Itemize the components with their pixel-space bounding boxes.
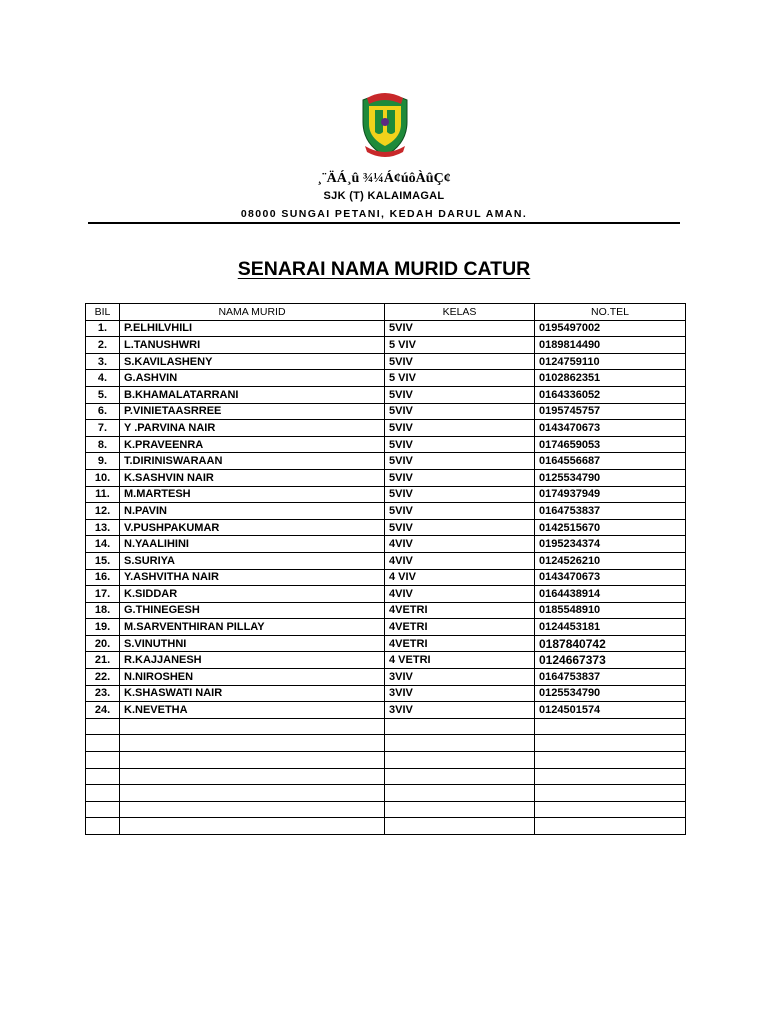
cell-tel: 0174659053	[535, 436, 686, 453]
table-row	[86, 702, 686, 719]
cell-name: P.ELHILVHILI	[120, 320, 385, 337]
table-row	[86, 436, 686, 453]
header-bil: BIL	[86, 304, 120, 321]
empty-cell	[385, 768, 535, 785]
cell-bil: 13.	[86, 519, 120, 536]
table-row	[86, 486, 686, 503]
cell-tel: 0125534790	[535, 469, 686, 486]
cell-bil: 12.	[86, 503, 120, 520]
table-row	[86, 503, 686, 520]
cell-tel: 0189814490	[535, 337, 686, 354]
cell-bil: 11.	[86, 486, 120, 503]
cell-name: G.THINEGESH	[120, 602, 385, 619]
cell-tel: 0195234374	[535, 536, 686, 553]
header-divider	[88, 222, 680, 224]
table-row	[86, 652, 686, 669]
cell-bil: 23.	[86, 685, 120, 702]
cell-tel: 0124667373	[535, 652, 686, 669]
cell-kelas: 5VIV	[385, 453, 535, 470]
empty-cell	[120, 801, 385, 818]
cell-tel: 0143470673	[535, 420, 686, 437]
cell-bil: 15.	[86, 552, 120, 569]
empty-cell	[385, 785, 535, 802]
empty-cell	[86, 735, 120, 752]
empty-cell	[535, 735, 686, 752]
cell-kelas: 5VIV	[385, 320, 535, 337]
empty-cell	[385, 735, 535, 752]
cell-name: K.SASHVIN NAIR	[120, 469, 385, 486]
cell-bil: 24.	[86, 702, 120, 719]
cell-kelas: 4VETRI	[385, 619, 535, 636]
cell-name: K.SHASWATI NAIR	[120, 685, 385, 702]
cell-bil: 18.	[86, 602, 120, 619]
empty-cell	[120, 752, 385, 769]
cell-bil: 3.	[86, 353, 120, 370]
empty-row	[86, 752, 686, 769]
empty-cell	[535, 718, 686, 735]
cell-kelas: 5VIV	[385, 386, 535, 403]
cell-bil: 14.	[86, 536, 120, 553]
cell-kelas: 4VIV	[385, 536, 535, 553]
table-row	[86, 619, 686, 636]
cell-kelas: 5VIV	[385, 486, 535, 503]
table-row	[86, 453, 686, 470]
empty-cell	[86, 752, 120, 769]
cell-bil: 21.	[86, 652, 120, 669]
cell-name: N.NIROSHEN	[120, 669, 385, 686]
cell-kelas: 4 VETRI	[385, 652, 535, 669]
cell-kelas: 5VIV	[385, 403, 535, 420]
cell-name: P.VINIETAASRREE	[120, 403, 385, 420]
cell-name: G.ASHVIN	[120, 370, 385, 387]
cell-tel: 0124453181	[535, 619, 686, 636]
cell-tel: 0187840742	[535, 635, 686, 652]
empty-cell	[120, 785, 385, 802]
empty-cell	[535, 801, 686, 818]
cell-kelas: 4VETRI	[385, 602, 535, 619]
cell-name: K.PRAVEENRA	[120, 436, 385, 453]
cell-name: Y .PARVINA NAIR	[120, 420, 385, 437]
table-row	[86, 337, 686, 354]
cell-tel: 0195745757	[535, 403, 686, 420]
cell-name: K.NEVETHA	[120, 702, 385, 719]
cell-kelas: 3VIV	[385, 669, 535, 686]
cell-kelas: 5VIV	[385, 353, 535, 370]
cell-kelas: 3VIV	[385, 702, 535, 719]
cell-kelas: 5VIV	[385, 503, 535, 520]
cell-tel: 0164753837	[535, 669, 686, 686]
empty-cell	[120, 818, 385, 835]
cell-tel: 0174937949	[535, 486, 686, 503]
table-row	[86, 420, 686, 437]
table-row	[86, 685, 686, 702]
empty-row	[86, 718, 686, 735]
empty-row	[86, 735, 686, 752]
cell-kelas: 4 VIV	[385, 569, 535, 586]
cell-name: S.SURIYA	[120, 552, 385, 569]
empty-cell	[385, 801, 535, 818]
empty-cell	[535, 818, 686, 835]
empty-cell	[120, 735, 385, 752]
table-row	[86, 386, 686, 403]
header-no-tel: NO.TEL	[535, 304, 686, 321]
student-table	[85, 303, 686, 835]
cell-bil: 16.	[86, 569, 120, 586]
cell-tel: 0124526210	[535, 552, 686, 569]
empty-cell	[86, 818, 120, 835]
cell-tel: 0125534790	[535, 685, 686, 702]
cell-kelas: 4VETRI	[385, 635, 535, 652]
school-address: 08000 SUNGAI PETANI, KEDAH DARUL AMAN.	[240, 208, 528, 220]
cell-name: N.YAALIHINI	[120, 536, 385, 553]
empty-cell	[535, 785, 686, 802]
empty-cell	[535, 752, 686, 769]
cell-tel: 0124759110	[535, 353, 686, 370]
cell-kelas: 5 VIV	[385, 370, 535, 387]
cell-bil: 22.	[86, 669, 120, 686]
cell-tel: 0142515670	[535, 519, 686, 536]
school-crest-icon	[357, 92, 413, 158]
empty-cell	[86, 768, 120, 785]
cell-tel: 0102862351	[535, 370, 686, 387]
cell-name: R.KAJJANESH	[120, 652, 385, 669]
header-kelas: KELAS	[385, 304, 535, 321]
cell-tel: 0143470673	[535, 569, 686, 586]
cell-kelas: 4VIV	[385, 552, 535, 569]
table-row	[86, 635, 686, 652]
table-header-row	[86, 304, 686, 321]
empty-cell	[86, 718, 120, 735]
cell-kelas: 5VIV	[385, 519, 535, 536]
table-row	[86, 469, 686, 486]
table-row	[86, 353, 686, 370]
empty-cell	[385, 818, 535, 835]
empty-row	[86, 785, 686, 802]
cell-name: B.KHAMALATARRANI	[120, 386, 385, 403]
empty-cell	[120, 718, 385, 735]
empty-cell	[86, 801, 120, 818]
table-row	[86, 552, 686, 569]
page-title: SENARAI NAMA MURID CATUR	[237, 258, 531, 280]
table-row	[86, 602, 686, 619]
cell-bil: 5.	[86, 386, 120, 403]
empty-cell	[535, 768, 686, 785]
table-row	[86, 370, 686, 387]
cell-tel: 0164438914	[535, 586, 686, 603]
table-row	[86, 586, 686, 603]
empty-row	[86, 818, 686, 835]
cell-name: K.SIDDAR	[120, 586, 385, 603]
empty-row	[86, 801, 686, 818]
cell-bil: 1.	[86, 320, 120, 337]
cell-bil: 6.	[86, 403, 120, 420]
cell-bil: 9.	[86, 453, 120, 470]
cell-tel: 0185548910	[535, 602, 686, 619]
table-row	[86, 403, 686, 420]
cell-name: N.PAVIN	[120, 503, 385, 520]
cell-bil: 19.	[86, 619, 120, 636]
empty-cell	[385, 752, 535, 769]
cell-kelas: 5 VIV	[385, 337, 535, 354]
cell-tel: 0124501574	[535, 702, 686, 719]
cell-bil: 17.	[86, 586, 120, 603]
cell-name: M.MARTESH	[120, 486, 385, 503]
empty-row	[86, 768, 686, 785]
empty-cell	[385, 718, 535, 735]
table-row	[86, 536, 686, 553]
cell-tel: 0164336052	[535, 386, 686, 403]
table-row	[86, 669, 686, 686]
cell-bil: 2.	[86, 337, 120, 354]
cell-tel: 0195497002	[535, 320, 686, 337]
cell-name: S.KAVILASHENY	[120, 353, 385, 370]
table-row	[86, 320, 686, 337]
cell-bil: 20.	[86, 635, 120, 652]
school-name-tamil: ¸¨ÄÁ¸û ¾¼Á¢úôÀûÇ¢	[317, 171, 451, 186]
cell-name: S.VINUTHNI	[120, 635, 385, 652]
cell-bil: 8.	[86, 436, 120, 453]
cell-kelas: 5VIV	[385, 469, 535, 486]
cell-kelas: 4VIV	[385, 586, 535, 603]
cell-tel: 0164753837	[535, 503, 686, 520]
cell-kelas: 5VIV	[385, 436, 535, 453]
cell-name: T.DIRINISWARAAN	[120, 453, 385, 470]
cell-bil: 7.	[86, 420, 120, 437]
cell-name: V.PUSHPAKUMAR	[120, 519, 385, 536]
school-name: SJK (T) KALAIMAGAL	[323, 190, 445, 202]
table-row	[86, 519, 686, 536]
empty-cell	[120, 768, 385, 785]
cell-tel: 0164556687	[535, 453, 686, 470]
table-row	[86, 569, 686, 586]
cell-name: Y.ASHVITHA NAIR	[120, 569, 385, 586]
cell-bil: 10.	[86, 469, 120, 486]
cell-name: L.TANUSHWRI	[120, 337, 385, 354]
cell-kelas: 5VIV	[385, 420, 535, 437]
header-nama-murid: NAMA MURID	[120, 304, 385, 321]
cell-name: M.SARVENTHIRAN PILLAY	[120, 619, 385, 636]
cell-kelas: 3VIV	[385, 685, 535, 702]
cell-bil: 4.	[86, 370, 120, 387]
empty-cell	[86, 785, 120, 802]
